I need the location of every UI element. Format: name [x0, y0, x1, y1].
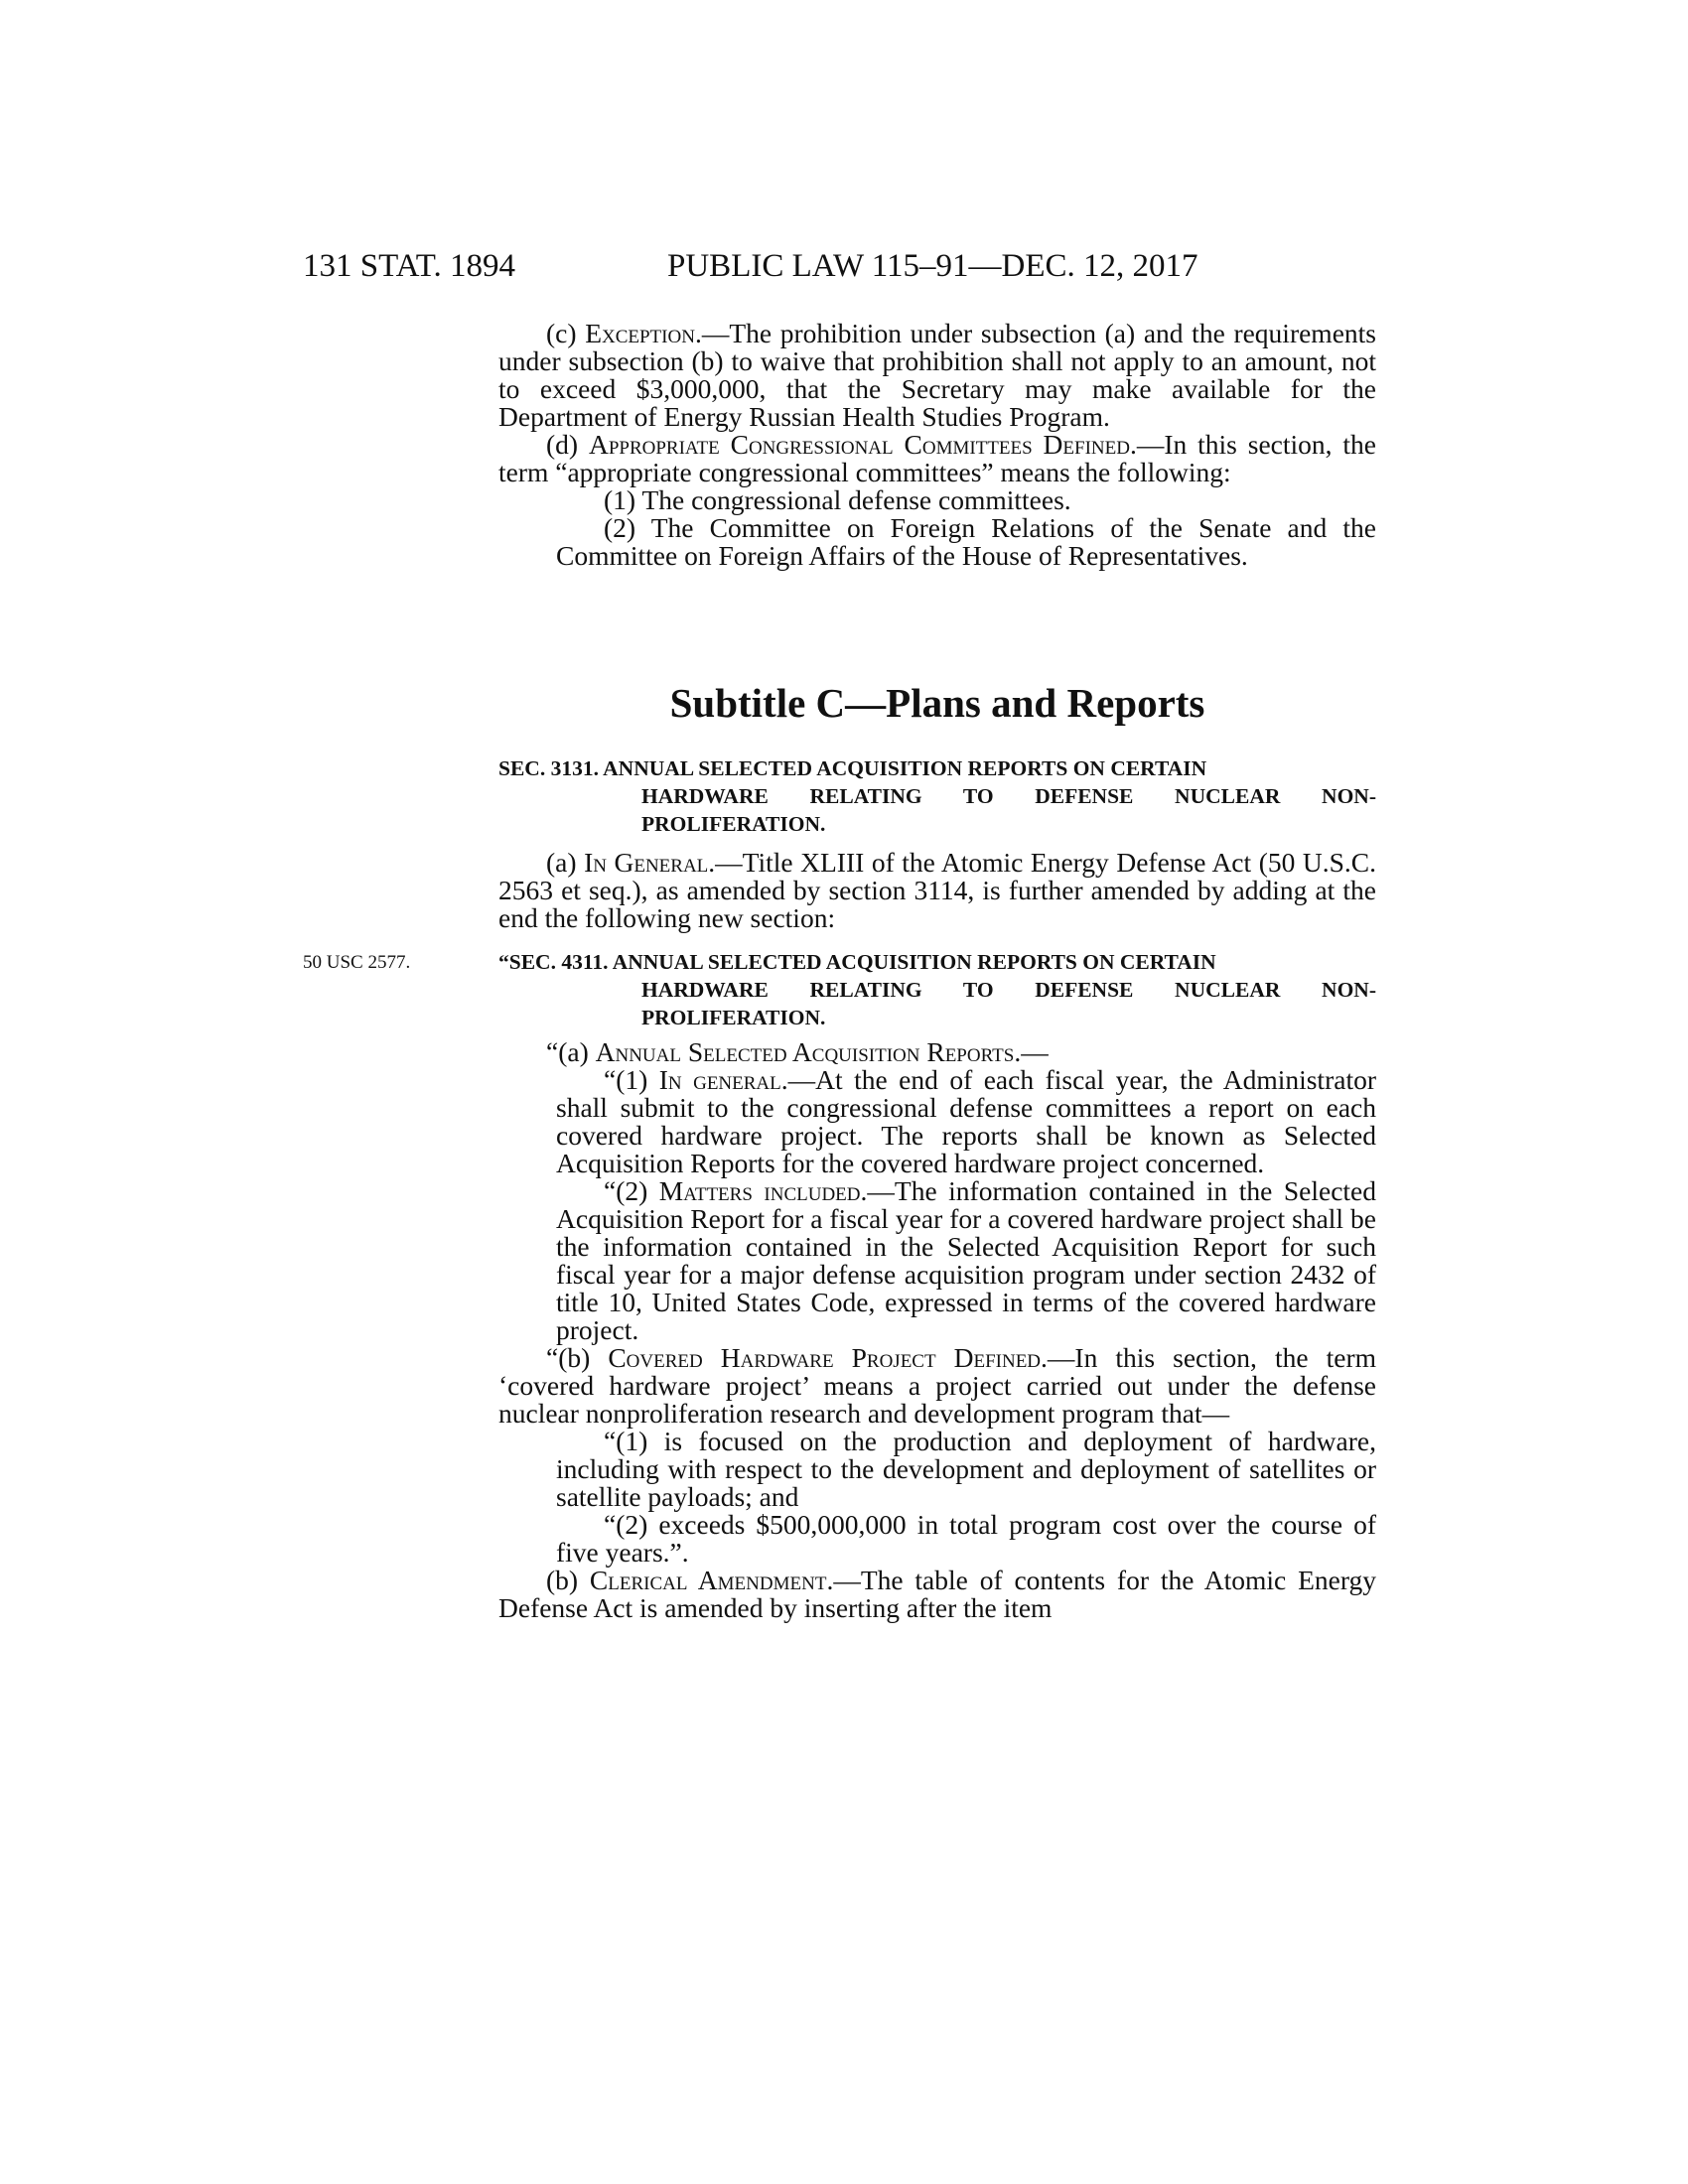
subsection-a-reports: “(a) Annual Selected Acquisition Reports.—	[546, 1036, 1049, 1067]
paragraph-heading: In general	[658, 1064, 781, 1095]
subsection-a: (a) In General.—Title XLIII of the Atomic Energy Defense Act (50 U.S.C. 2563 et seq.), as amended by section 3114, is further amended by adding at the end the following new section:	[498, 847, 1377, 933]
subsection-heading: In General	[584, 847, 709, 878]
margin-citation: 50 USC 2577.	[303, 952, 411, 973]
subsection-heading: Annual Selected Acquisition Reports	[595, 1036, 1015, 1067]
paragraph-a1: “(1) In general.—At the end of each fiscal year, the Administrator shall submit to the congressional defense committees a report on each covered hardware project. The reports shall be known as Selected Acquisition Reports for the covered hardware project concerned.	[556, 1064, 1376, 1178]
subsection-d: (d) Appropriate Congressional Committees Defined.—In this section, the term “appropriate congressional committees” means the following:	[498, 429, 1376, 487]
paragraph-a2: “(2) Matters included.—The information contained in the Selected Acquisition Report for a fiscal year for a covered hardware project shall be the information contained in the Selected Acquisition Report for such fiscal year for a major defense acquisition program under section 2432 of title 10, United States Code, expressed in terms of the covered hardware project.	[556, 1175, 1376, 1345]
section-4311-heading: “SEC. 4311. ANNUAL SELECTED ACQUISITION REPORTS ON CERTAIN HARDWARE RELATING TO DEFENSE NUCLEAR NON-PROLIFERATION.	[498, 950, 1376, 1029]
paragraph-b1: “(1) is focused on the production and deployment of hardware, including with respect to the development and deployment of satellites or satellite payloads; and	[556, 1426, 1376, 1512]
subsection-b-defined: “(b) Covered Hardware Project Defined.—In this section, the term ‘covered hardware project’ means a project carried out under the defense nuclear nonproliferation research and development program that—	[498, 1342, 1376, 1429]
subsection-c: (c) Exception.—The prohibition under subsection (a) and the requirements under subsection (b) to waive that prohibition shall not apply to an amount, not to exceed $3,000,000, that the Secretary may make available for the Department of Energy Russian Health Studies Program.	[498, 318, 1376, 432]
subtitle-heading: Subtitle C—Plans and Reports	[669, 680, 1205, 726]
section-3131-body	[498, 849, 1376, 932]
paragraph-d1: (1) The congressional defense committees.	[604, 484, 1071, 515]
subsection-heading: Exception	[585, 318, 695, 348]
subsection-heading: Covered Hardware Project Defined	[608, 1342, 1042, 1373]
paragraph-d2: (2) The Committee on Foreign Relations of the Senate and the Committee on Foreign Affairs of the House of Representatives.	[556, 512, 1376, 571]
subsection-b-clerical: (b) Clerical Amendment.—The table of contents for the Atomic Energy Defense Act is amended by inserting after the item	[498, 1565, 1377, 1623]
subsection-heading: Clerical Amendment	[589, 1565, 827, 1595]
section-4311-body	[498, 1038, 1376, 1622]
running-header: PUBLIC LAW 115–91—DEC. 12, 2017	[667, 248, 1198, 284]
page-stat-citation: 131 STAT. 1894	[303, 248, 516, 284]
subsection-heading: Appropriate Congressional Committees Defined	[588, 429, 1130, 460]
paragraph-heading: Matters included	[658, 1175, 861, 1206]
section-continuation	[498, 320, 1376, 570]
paragraph-b2: “(2) exceeds $500,000,000 in total program cost over the course of five years.”.	[556, 1509, 1376, 1568]
section-3131-heading: SEC. 3131. ANNUAL SELECTED ACQUISITION REPORTS ON CERTAIN HARDWARE RELATING TO DEFENSE NUCLEAR NON-PROLIFERATION.	[498, 756, 1376, 836]
